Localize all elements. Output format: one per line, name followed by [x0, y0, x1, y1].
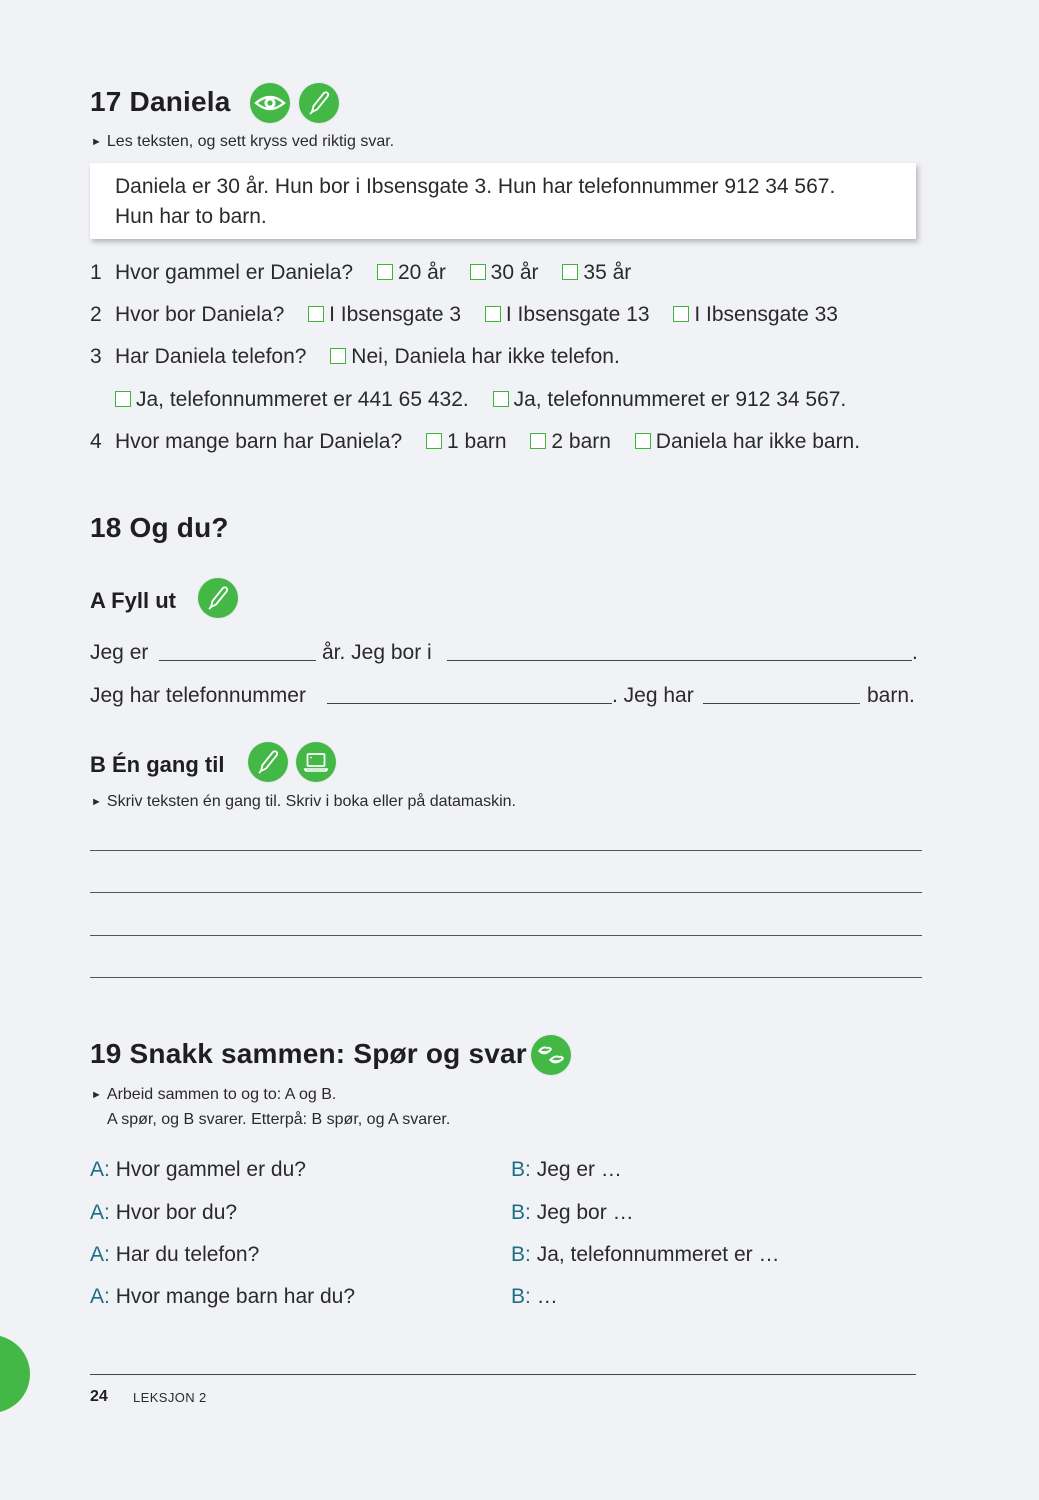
dialog-answer: B: Jeg er … — [511, 1158, 622, 1181]
footer-rule — [90, 1374, 916, 1375]
answer-checkbox[interactable] — [330, 348, 346, 364]
question-1: 1 Hvor gammel er Daniela? 20 år 30 år 35 år — [90, 261, 632, 284]
eye-icon — [250, 83, 290, 123]
fill-in-label: barn. — [867, 684, 915, 707]
fill-in-blank-age[interactable] — [159, 660, 316, 661]
page-edge-tab — [0, 1335, 30, 1413]
answer-checkbox[interactable] — [530, 433, 546, 449]
exercise-19-instruction: A spør, og B svarer. Etterpå: B spør, og A svarer. — [107, 1111, 451, 1128]
part-a-title: A Fyll ut — [90, 588, 176, 613]
dialog-question: A: Hvor mange barn har du? — [90, 1285, 355, 1308]
dialog-answer: B: Ja, telefonnummeret er … — [511, 1243, 780, 1266]
part-b-title: B Én gang til — [90, 752, 225, 777]
part-b-instruction: ► Skriv teksten én gang til. Skriv i boka eller på datamaskin. — [91, 793, 516, 810]
dialog-question: A: Hvor bor du? — [90, 1201, 238, 1224]
pencil-icon — [248, 742, 288, 782]
lesson-label: LEKSJON 2 — [133, 1390, 207, 1405]
answer-checkbox[interactable] — [673, 306, 689, 322]
question-3: 3 Har Daniela telefon? Nei, Daniela har ikke telefon. — [90, 345, 620, 368]
answer-checkbox[interactable] — [426, 433, 442, 449]
writing-line[interactable] — [90, 892, 922, 893]
answer-checkbox[interactable] — [377, 264, 393, 280]
page-number: 24 — [90, 1388, 108, 1405]
dialog-answer: B: Jeg bor … — [511, 1201, 634, 1224]
fill-in-blank-children[interactable] — [703, 703, 860, 704]
laptop-icon — [296, 742, 336, 782]
answer-checkbox[interactable] — [493, 391, 509, 407]
speech-lips-icon — [531, 1035, 571, 1075]
question-4: 4 Hvor mange barn har Daniela? 1 barn 2 barn Daniela har ikke barn. — [90, 430, 861, 453]
fill-in-label: . Jeg har — [612, 684, 694, 707]
answer-checkbox[interactable] — [635, 433, 651, 449]
exercise-19-instruction: ► Arbeid sammen to og to: A og B. — [91, 1086, 337, 1103]
fill-in-label: år. Jeg bor i — [322, 641, 432, 664]
fill-in-blank-phone[interactable] — [327, 703, 612, 704]
answer-checkbox[interactable] — [115, 391, 131, 407]
dialog-answer: B: … — [511, 1285, 558, 1308]
answer-checkbox[interactable] — [562, 264, 578, 280]
exercise-17-instruction: ► Les teksten, og sett kryss ved riktig svar. — [91, 133, 395, 150]
question-2: 2 Hvor bor Daniela? I Ibsensgate 3 I Ibsensgate 13 I Ibsensgate 33 — [90, 303, 838, 326]
dialog-question: A: Har du telefon? — [90, 1243, 260, 1266]
reading-text-line: Hun har to barn. — [115, 205, 267, 228]
question-3-continued: Ja, telefonnummeret er 441 65 432. Ja, telefonnummeret er 912 34 567. — [115, 388, 846, 412]
reading-text-box — [90, 163, 916, 239]
exercise-18-title: 18 Og du? — [90, 512, 229, 543]
exercise-19-title: 19 Snakk sammen: Spør og svar — [90, 1038, 527, 1069]
reading-text-line: Daniela er 30 år. Hun bor i Ibsensgate 3. Hun har telefonnummer 912 34 567. — [115, 175, 836, 198]
exercise-17-title: 17 Daniela — [90, 86, 231, 117]
answer-checkbox[interactable] — [308, 306, 324, 322]
fill-in-label: . — [912, 641, 918, 664]
fill-in-label: Jeg har telefonnummer — [90, 684, 306, 707]
writing-line[interactable] — [90, 935, 922, 936]
fill-in-blank-address[interactable] — [447, 660, 912, 661]
writing-line[interactable] — [90, 850, 922, 851]
pencil-icon — [198, 578, 238, 618]
answer-checkbox[interactable] — [485, 306, 501, 322]
answer-checkbox[interactable] — [470, 264, 486, 280]
writing-line[interactable] — [90, 977, 922, 978]
fill-in-label: Jeg er — [90, 641, 149, 664]
dialog-question: A: Hvor gammel er du? — [90, 1158, 306, 1181]
pencil-icon — [299, 83, 339, 123]
